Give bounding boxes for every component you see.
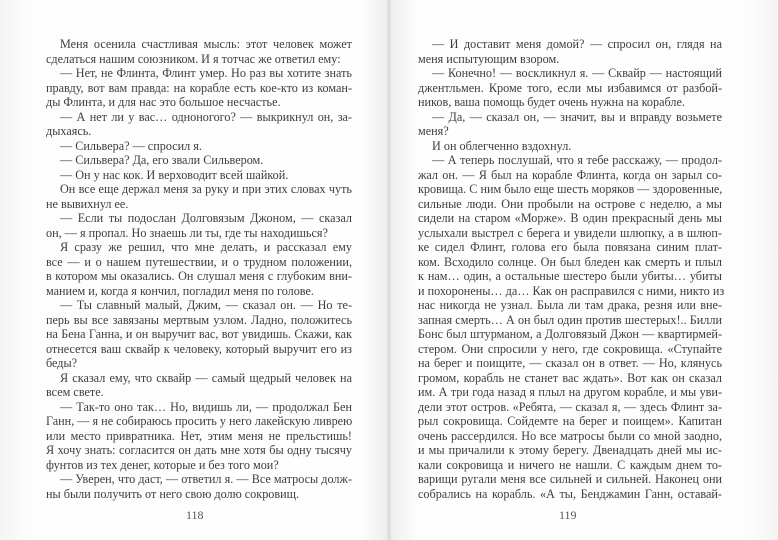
text-line: кали сокровища и ничего не нашли. С каждым днем то-: [418, 457, 722, 472]
text-line: громом, корабль не станет вас ждать». Вот как он сказал: [418, 370, 722, 385]
paragraph: [46, 37, 352, 66]
paragraph: [46, 298, 352, 371]
text-line: и похоронены… да… Как он расправился с ними, никто из: [418, 283, 725, 298]
text-line: — Конечно! — воскликнул я. — Сквайр — настоящий: [432, 66, 722, 80]
page-number-right: 119: [559, 508, 577, 522]
text-line: услыхали выстрел с берега и увидели шлюпку, а в шлюп-: [418, 225, 722, 240]
text-line: очень рассердился. Но все матросы были со мной заодно,: [418, 428, 722, 443]
text-line: дыхаясь.: [46, 124, 92, 138]
paragraph: [46, 182, 352, 211]
text-line: сидели на старом «Морже». В один прекрасный день мы: [418, 211, 722, 225]
text-line: дели этот остров. «Ребята, — сказал я, — здесь Флинт за-: [418, 399, 722, 414]
text-line: на Бена Ганна, и он выручит вас, вот увидишь. Скажи, как: [46, 327, 352, 341]
text-line: варищи ругали меня все сильней и сильней. Наконец они: [418, 472, 722, 486]
text-line: на берег и поищите, — сказал он в ответ. — Но, клянусь: [418, 356, 722, 370]
text-line: джентльмен. Кроме того, если мы избавимся от разбой-: [418, 80, 722, 95]
text-line: ны были получить от него свою долю сокровищ.: [46, 486, 300, 501]
text-line: всем свете.: [46, 385, 104, 399]
text-line: — Уверен, что даст, — ответил я. — Все матросы долж-: [60, 472, 352, 486]
paragraph: [46, 139, 352, 154]
paragraph: [46, 371, 352, 400]
text-line: он, — я пропал. Но знаешь ли ты, где ты находишься?: [46, 225, 328, 240]
text-line: отнесется ваш сквайр к человеку, который выручит его из: [46, 341, 352, 356]
paragraph: [418, 139, 722, 154]
text-line: рыл сокровища. Сойдемте на берег и поищем». Капитан: [418, 414, 722, 428]
paragraph: [46, 472, 352, 501]
text-line: Я сказал ему, что сквайр — самый щедрый человек на: [60, 370, 352, 385]
text-line: запная смерть… А он был один против шестерых!.. Билли: [418, 312, 722, 327]
text-line: и мы причалили к этому берегу. Двенадцать дней мы ис-: [418, 443, 722, 457]
text-line: к нам… один, а остальные шестеро были убиты… убиты: [418, 269, 722, 283]
text-line: Бонс был штурманом, а Долговязый Джон — квартирмей-: [418, 327, 722, 341]
text-line: — Сильвера? Да, его звали Сильвером.: [60, 153, 264, 167]
text-line: манием и, когда я кончил, погладил меня по голове.: [46, 283, 314, 298]
text-line: — Если ты подослан Долговязым Джоном, — сказал: [60, 211, 352, 225]
text-line: — Да, — сказал он, — значит, вы и вправду возьмете: [432, 109, 722, 124]
paragraph: [46, 400, 352, 473]
text-line: — А нет ли у вас… одноногого? — выкрикнул он, за-: [60, 109, 352, 124]
text-line: не вывихнул ее.: [46, 196, 129, 211]
paragraph: [46, 168, 352, 183]
text-line: им. А три года назад я плыл на другом корабле, и мы уви-: [418, 385, 722, 399]
paragraph: [46, 211, 352, 240]
text-line: — Нет, не Флинта, Флинт умер. Но раз вы хотите знать: [60, 66, 352, 80]
text-line: сильные люди. Они пробыли на острове с неделю, а мы: [418, 196, 722, 211]
right-page-text: [418, 37, 725, 501]
text-line: собрались на корабль. «А ты, Бенджамин Ганн, оставай-: [418, 486, 722, 501]
text-line: меня испытующим взором.: [418, 51, 560, 66]
text-line: жал он. — Я был на корабле Флинта, когда он зарыл со-: [418, 167, 722, 182]
text-line: ком. Всходило солнце. Он был бледен как смерть и плыл: [418, 254, 722, 269]
paragraph: [46, 66, 352, 110]
left-page-text: [46, 37, 352, 501]
text-line: Меня осенила счастливая мысль: этот человек может: [60, 37, 352, 51]
text-line: ды Флинта, и для нас это большое несчастье.: [46, 95, 281, 109]
text-line: меня?: [418, 124, 449, 138]
paragraph: [46, 110, 352, 139]
text-line: — Он у нас кок. И верховодит всей шайкой.: [60, 167, 289, 182]
text-line: ке сидел Флинт, голова его была повязана синим плат-: [418, 240, 722, 254]
text-line: в котором мы оказались. Он слушал меня с глубоким вни-: [46, 269, 352, 283]
text-line: все — и о нашем путешествии, и о трудном положении,: [46, 254, 352, 269]
paragraph: [418, 37, 722, 66]
page-number-left: 118: [186, 508, 204, 522]
paragraph: [46, 153, 352, 168]
text-line: правду, вот вам правда: на корабле есть кое-кто из коман-: [46, 80, 352, 95]
text-line: сделаться нашим союзником. И я тотчас же ответил ему:: [46, 51, 341, 66]
text-line: — И доставит меня домой? — спросил он, глядя на: [432, 37, 722, 51]
text-line: — А теперь послушай, что я тебе расскажу, — продол-: [432, 153, 722, 167]
text-line: Я сразу же решил, что мне делать, и рассказал ему: [60, 240, 352, 254]
paragraph: [418, 66, 722, 110]
text-line: — Сильвера? — спросил я.: [60, 138, 202, 153]
text-line: перь вы все завязаны мертвым узлом. Ладно, положитесь: [46, 312, 352, 327]
text-line: нас никогда не узнал. Была ли там драка, резня или вне-: [418, 298, 722, 312]
paragraph: [418, 153, 725, 501]
text-line: Я хочу знать: согласится он дать мне хотя бы одну тысячу: [46, 443, 352, 457]
text-line: беды?: [46, 356, 78, 370]
text-line: ников, ваша помощь будет очень нужна на корабле.: [418, 95, 685, 109]
text-line: И он облегченно вздохнул.: [432, 138, 572, 153]
paragraph: [418, 110, 722, 139]
text-line: — Ты славный малый, Джим, — сказал он. — Но те-: [60, 298, 352, 312]
text-line: Он все еще держал меня за руку и при этих словах чуть: [60, 182, 352, 196]
text-line: Ганн, — я не собираюсь просить у него лакейскую ливрею: [46, 414, 353, 428]
text-line: кровища. С ним было еще шесть моряков — здоровенные,: [418, 182, 723, 196]
text-line: фунтов из тех денег, которые и без того мои?: [46, 457, 279, 472]
paragraph: [46, 240, 352, 298]
text-line: или место привратника. Нет, этим меня не прельстишь!: [46, 428, 352, 443]
text-line: — Так-то оно так… Но, видишь ли, — продолжал Бен: [60, 399, 352, 414]
text-line: стером. Они спросили у него, где сокровища. «Ступайте: [418, 341, 722, 356]
